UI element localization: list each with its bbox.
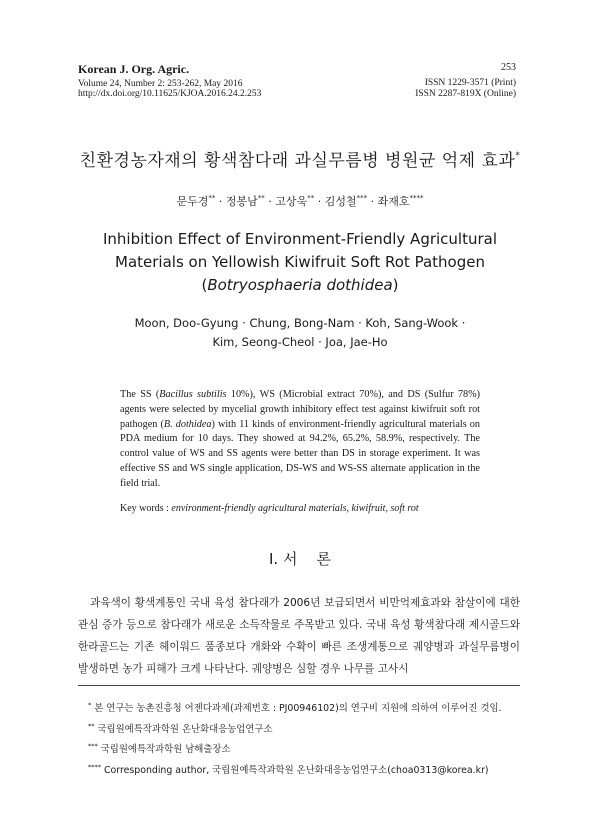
footnote — [88, 718, 528, 739]
author-mark: ** — [208, 194, 216, 202]
keywords — [120, 503, 419, 514]
footnote-text: Corresponding author, 국립원예특작과학원 온난화대응농업연구소(choa0313@korea.kr) — [101, 764, 489, 776]
footnote-mark: * — [88, 701, 92, 709]
abstract-text: ) with 11 kinds of environment-friendly agricultural materials on PDA medium for 10 days. They showed at 94.2%, 65.2%, 58.9%, respectively. The control value of WS and SS agents were better than DS in storage experiment. It was effective SS and WS single application, DS-WS and WS-SS alternate application in the field trial. — [120, 418, 480, 489]
abstract-species: Bacillus subtilis — [159, 389, 227, 400]
issn-online: ISSN 2287-819X (Online) — [415, 89, 516, 99]
author-mark: ** — [307, 194, 315, 202]
doi-link[interactable]: http://dx.doi.org/10.11625/KJOA.2016.24.2.253 — [78, 89, 262, 99]
abstract — [120, 388, 480, 492]
author-mark: ** — [257, 194, 265, 202]
author-separator: · — [268, 195, 272, 208]
footnote-text: 국립원예특작과학원 온난화대응농업연구소 — [94, 723, 273, 735]
footnote-text: 본 연구는 농촌진흥청 어젠다과제(과제번호 : PJ00946102)의 연구비 지원에 의하여 이루어진 것임. — [91, 703, 502, 714]
body-paragraph — [78, 592, 520, 680]
footnote-text: 국립원예특작과학원 남해출장소 — [97, 744, 231, 755]
abstract-text: 10%), WS (Microbial extract 70%), and DS (Sulfur 78%) agents were selected by mycelial growth inhibitory effect test against kiwifruit soft rot pathogen ( — [120, 389, 481, 430]
english-authors-line: Kim, Seong-Cheol · Joa, Jae-Ho — [212, 335, 388, 349]
title-footnote-mark: * — [515, 151, 521, 161]
english-title-line: Inhibition Effect of Environment-Friendly Agricultural — [102, 230, 498, 248]
author-mark: **** — [409, 194, 424, 202]
paren-open: ( — [201, 276, 208, 294]
footnote-mark: *** — [88, 742, 98, 750]
english-authors — [0, 314, 600, 352]
author-ko: 문두경 — [176, 195, 209, 208]
english-title-line: Materials on Yellowish Kiwifruit Soft Rot Pathogen — [115, 253, 485, 271]
footnote — [88, 759, 528, 780]
author-ko: 김성철 — [324, 195, 357, 208]
author-ko: 좌재호 — [377, 195, 410, 208]
footnote — [88, 697, 528, 718]
author-ko: 고상욱 — [275, 195, 308, 208]
korean-title — [0, 146, 600, 171]
korean-title-text: 친환경농자재의 황색참다래 과실무름병 병원균 억제 효과 — [79, 151, 516, 171]
abstract-text: The SS ( — [120, 389, 160, 400]
paren-close: ) — [392, 276, 399, 294]
english-title-line — [0, 274, 600, 297]
korean-authors — [0, 193, 600, 209]
volume-line: Volume 24, Number 2: 253-262, May 2016 — [78, 79, 243, 89]
author-separator: · — [218, 195, 223, 208]
footnote-mark: **** — [88, 762, 101, 771]
author-separator: · — [317, 195, 322, 208]
pathogen-name: Botryosphaeria dothidea — [207, 276, 393, 294]
issn-print: ISSN 1229-3571 (Print) — [424, 78, 516, 88]
author-mark: *** — [356, 194, 368, 202]
english-title — [0, 228, 600, 297]
footnote-divider — [78, 685, 520, 686]
page-number: 253 — [501, 62, 516, 73]
section-heading-introduction: Ⅰ. 서 론 — [268, 550, 331, 568]
journal-title: Korean J. Org. Agric. — [78, 62, 190, 76]
keywords-label: Key words : — [120, 503, 172, 514]
footnote-mark: ** — [88, 721, 95, 730]
english-authors-line: Moon, Doo-Gyung · Chung, Bong-Nam · Koh, Sang-Wook · — [134, 316, 466, 330]
keywords-value: environment-friendly agricultural materials, kiwifruit, soft rot — [171, 503, 419, 514]
author-separator: · — [370, 195, 375, 208]
body-paragraph-text: 과육색이 황색계통인 국내 육성 참다래가 2006년 보급되면서 비만억제효과와 참살이에 대한 관심 증가 등으로 참다래가 새로운 소득작물로 주목받고 있다. 국내 육성 황색참다래 제시골드와 한라골드는 기존 헤이워드 품종보다 개화와 수확이 빠른 조생계통으로 궤양병과 과실무름병이 발생하면 농가 피해가 크게 나타난다. 궤양병은 심할 경우 나무를 고사시 — [78, 597, 520, 675]
abstract-species: B. dothidea — [163, 418, 212, 430]
footnote — [88, 738, 528, 759]
footnotes — [88, 697, 528, 779]
author-ko: 정봉남 — [225, 195, 258, 208]
